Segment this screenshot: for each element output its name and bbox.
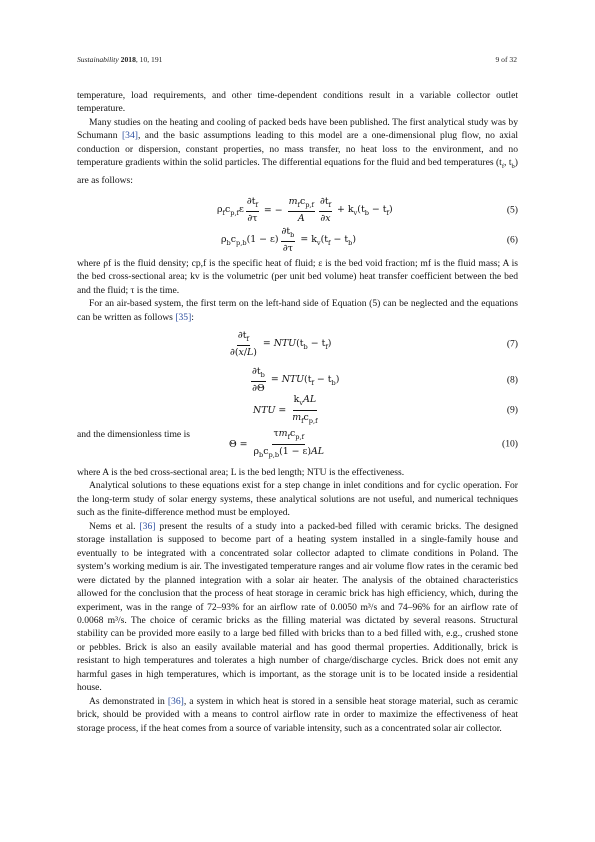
citation-link[interactable]: [34] (121, 130, 138, 142)
text-block-main (77, 466, 518, 735)
equation-number: (9) (506, 404, 518, 416)
paragraph-demonstrated (77, 695, 518, 735)
running-header-citation (77, 55, 162, 64)
equation-body: $\frac{\partial t_b}{\partial\Theta}$ = $NTU(t_f - t_b)$ (252, 365, 340, 395)
text-block-intro (77, 89, 518, 187)
paragraph-definitions: where ρf is the fluid density; cp,f is the specific heat of fluid; ε is the bed void fraction; mf is the fluid mass; A is the bed cross-sectional area; kv is the volumetric (per unit bed volume) heat transfer coefficient between the bed and the fluid; τ is the time. (77, 258, 518, 296)
journal-year: 2018 (120, 55, 136, 64)
paragraph-air-based (77, 297, 518, 324)
page-number: 9 of 32 (495, 55, 517, 64)
paragraph-text: Many studies on the heating and cooling of packed beds have been published. The first analytical study was by Schumann (77, 116, 518, 142)
paragraph-text: As demonstrated in (89, 695, 168, 707)
equation-9 (77, 393, 518, 425)
paragraph-continuation: temperature, load requirements, and other time-dependent conditions result in a variable collector outlet temperature. (77, 90, 518, 115)
citation-link[interactable]: [35] (175, 311, 192, 323)
equation-number: (5) (506, 204, 518, 216)
equation-number: (10) (502, 438, 518, 450)
ntu-symbol: NTU (281, 373, 305, 385)
equation-body: $\frac{\partial t_f}{\partial(x/L)}$ = $NTU(t_b - t_f)$ (230, 329, 332, 359)
paragraph-text: ) are as follows: (77, 157, 518, 186)
subscript: f (501, 163, 505, 171)
citation-link[interactable]: [36] (139, 520, 156, 532)
paragraph-text: : (191, 311, 194, 323)
equation-body: $\rho_bc_{p,b}(1 - \varepsilon)$ $\frac{\partial t_b}{\partial\tau}$ = $k_v(t_f - t_b)$ (221, 225, 356, 255)
volume-pages: , 10, 191 (135, 55, 163, 64)
paragraph-text: , a system in which heat is stored in a sensible heat storage material, such as ceramic brick, should be provided with a means to control airflow rate in order to maximize the effectiveness of heat storage process, if the heat comes from a source of variable intensity, such as a concentrated solar air collector. (77, 695, 518, 734)
paragraph-packed-beds (77, 116, 518, 187)
journal-name: Sustainability (77, 55, 119, 64)
equation-body: Θ = $\frac{\tau m_fc_{p,f}}{\rho_bc_{p,b}(1 - \varepsilon)AL}$ (229, 427, 325, 459)
subscript: b (511, 163, 515, 171)
ntu-symbol: NTU (253, 404, 276, 416)
paragraph-analytical: Analytical solutions to these equations exist for a step change in inlet conditions and for cyclic operation. For the long-term study of solar energy systems, these analytical solutions are not useful, and numerical techniques such as the finite-difference method must be employed. (77, 480, 518, 519)
equation-body: NTU = $\frac{k_vAL}{m_fc_{p,f}}$ (253, 393, 318, 425)
paragraph-where: where A is the bed cross-sectional area; L is the bed length; NTU is the effectiveness. (77, 467, 405, 478)
paragraph-text: Nems et al. (89, 520, 140, 532)
equation-6 (77, 226, 518, 254)
citation-link[interactable]: [36] (167, 695, 184, 707)
paragraph-text: For an air-based system, the first term on the left-hand side of Equation (5) can be neglected and the equations can be written as follows (77, 298, 518, 323)
equation-10 (77, 427, 518, 459)
paragraph-text: , and the basic assumptions leading to this model are a one-dimensional plug flow, no axial conduction or dispersion, constant properties, no mass transfer, no heat loss to the environment, and no temperature gradients within the solid particles. The differential equations for the fluid and bed temperatures (t (77, 130, 518, 169)
lead-text-dimensionless-time: and the dimensionless time is (77, 429, 190, 440)
paragraph-nems (77, 520, 518, 695)
paragraph-text: present the results of a study into a packed-bed filled with ceramic bricks. The designed storage installation is supposed to become part of a heating system installed in a single-family house and eventually to be integrated with a concentrated solar collector adapted to climate conditions in Poland. The system’s working medium is air. The investigated temperature ranges and air volume flow rates in the ceramic bed were dictated by the planned integration with a solar air heater. The analysis of the obtained characteristics allowed for the conclusion that the process of heat storage in ceramic brick has high efficiency, which, during the experiment, was in the range of 72–93% for an airflow rate of 0.0050 m³/s and 74–96% for an airflow rate of 0.0068 m³/s. The choice of ceramic bricks as the filling material was dictated by several reasons. Structural stability can be provided more easily to a large bed filled with bricks than to a bed filled with, e.g., crushed stone or pebbles. Brick is also an easily available material and has good thermal properties. Additionally, brick is resistant to high temperatures and tolerates a high number of charge/discharge cycles. Brick does not emit any harmful gases in high temperatures, which is important, as the storage unit is to be located inside a residential house. (77, 520, 518, 694)
equation-body: $\rho_fc_{p,f}\varepsilon$ $\frac{\partial t_f}{\partial\tau}$ = − $\frac{m_fc_{p,f}}{A}$ $\frac{\partial t_f}{\partial x}$ + $k_v(t_b - t_f)$ (217, 195, 393, 225)
equation-number: (7) (506, 338, 518, 350)
ntu-symbol: NTU (273, 337, 297, 349)
equation-8 (77, 366, 518, 394)
equation-number: (8) (506, 374, 518, 386)
text-block-definitions (77, 257, 518, 324)
equation-5 (77, 196, 518, 224)
equation-number: (6) (506, 234, 518, 246)
equation-7 (77, 330, 518, 358)
paragraph-text: , t (504, 157, 512, 169)
